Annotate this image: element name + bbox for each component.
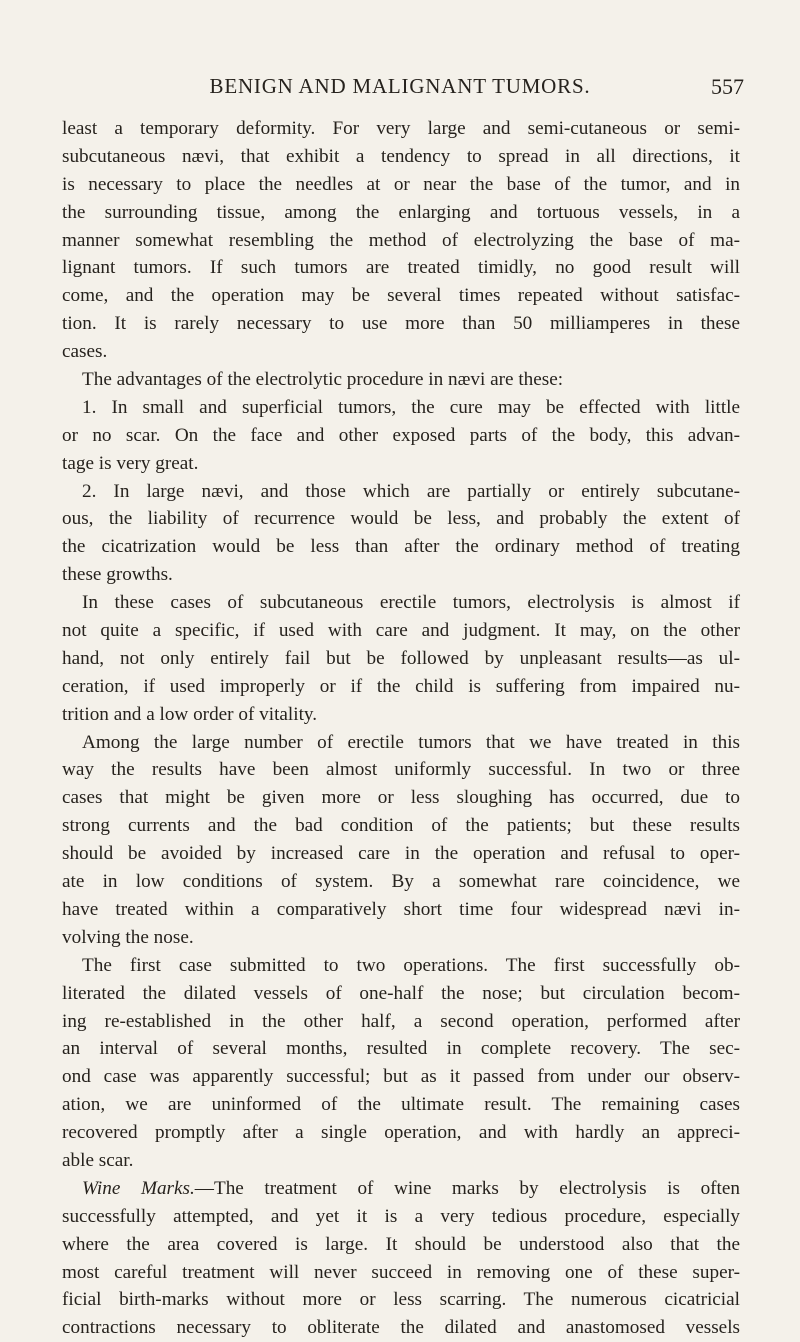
text-line <box>62 366 740 394</box>
line-text: recovered promptly after a single operation, and with hardly an appreci- <box>62 1122 740 1144</box>
text-line <box>62 143 740 171</box>
text-line <box>62 1119 740 1147</box>
line-text: The first case submitted to two operations. The first successfully ob- <box>82 954 740 976</box>
text-line <box>62 422 740 450</box>
line-text: ing re-established in the other half, a second operation, performed after <box>62 1010 740 1032</box>
text-line <box>62 254 740 282</box>
text-line <box>62 338 740 366</box>
text-line <box>62 673 740 701</box>
line-text: Among the large number of erectile tumors that we have treated in this <box>82 731 740 753</box>
text-line <box>62 1314 740 1342</box>
line-text: ceration, if used improperly or if the child is suffering from impaired nu- <box>62 675 740 697</box>
text-line <box>62 1259 740 1287</box>
text-line <box>62 868 740 896</box>
line-text: strong currents and the bad condition of the patients; but these results <box>62 815 740 837</box>
line-text: most careful treatment will never succeed in removing one of these super- <box>62 1261 740 1283</box>
line-text: hand, not only entirely fail but be followed by unpleasant results—as ul- <box>62 647 740 669</box>
line-text: subcutaneous nævi, that exhibit a tendency to spread in all directions, it <box>62 145 740 167</box>
line-text: In these cases of subcutaneous erectile tumors, electrolysis is almost if <box>82 592 740 614</box>
text-line <box>62 589 740 617</box>
line-text: lignant tumors. If such tumors are treated timidly, no good result will <box>62 257 740 279</box>
text-line <box>62 1203 740 1231</box>
line-text: least a temporary deformity. For very large and semi-cutaneous or semi- <box>62 118 740 139</box>
line-text: the cicatrization would be less than after the ordinary method of treating <box>62 536 740 558</box>
text-line <box>62 450 740 478</box>
line-text: trition and a low order of vitality. <box>62 703 318 725</box>
line-text: have treated within a comparatively short time four widespread nævi in- <box>62 898 740 920</box>
line-text: —The treatment of wine marks by electrolysis is often <box>194 1177 740 1199</box>
text-line <box>62 924 740 952</box>
text-line <box>62 227 740 255</box>
text-line <box>62 171 740 199</box>
text-line <box>62 394 740 422</box>
text-line <box>62 784 740 812</box>
line-text: manner somewhat resembling the method of electrolyzing the base of ma- <box>62 229 740 251</box>
line-text: able scar. <box>62 1149 134 1171</box>
line-text: these growths. <box>62 564 173 586</box>
body-text <box>62 115 740 1342</box>
text-line <box>62 310 740 338</box>
line-text: cases. <box>62 341 108 363</box>
line-text: an interval of several months, resulted in complete recovery. The sec- <box>62 1038 740 1060</box>
text-line <box>62 1231 740 1259</box>
text-line <box>62 1175 740 1203</box>
line-text: ficial birth-marks without more or less scarring. The numerous cicatricial <box>62 1289 740 1311</box>
line-text: ous, the liability of recurrence would be less, and probably the extent of <box>62 508 740 530</box>
text-line <box>62 729 740 757</box>
line-text: should be avoided by increased care in the operation and refusal to oper- <box>62 843 740 865</box>
line-text: volving the nose. <box>62 926 194 948</box>
line-text: contractions necessary to obliterate the dilated and anastomosed vessels <box>62 1317 740 1339</box>
text-line <box>62 533 740 561</box>
text-line <box>62 952 740 980</box>
line-text: where the area covered is large. It should be understood also that the <box>62 1233 740 1255</box>
text-line <box>62 282 740 310</box>
running-head <box>0 74 800 104</box>
line-text: is necessary to place the needles at or near the base of the tumor, and in <box>62 173 740 195</box>
text-line <box>62 980 740 1008</box>
line-text: 2. In large nævi, and those which are partially or entirely subcutane- <box>82 480 740 502</box>
text-line <box>62 199 740 227</box>
text-line <box>62 701 740 729</box>
line-text: literated the dilated vessels of one-half the nose; but circulation becom- <box>62 982 740 1004</box>
text-line <box>62 1286 740 1314</box>
line-text: cases that might be given more or less sloughing has occurred, due to <box>62 787 740 809</box>
section-heading: Wine Marks. <box>82 1177 195 1199</box>
line-text: tion. It is rarely necessary to use more than 50 milliamperes in these <box>62 313 740 335</box>
text-line <box>62 812 740 840</box>
text-line <box>62 1063 740 1091</box>
line-text: come, and the operation may be several times repeated without satisfac- <box>62 285 740 307</box>
line-text: successfully attempted, and yet it is a very tedious procedure, especially <box>62 1205 740 1227</box>
line-text: not quite a specific, if used with care and judgment. It may, on the other <box>62 620 740 642</box>
page-number: 557 <box>711 74 744 99</box>
line-text: ond case was apparently successful; but as it passed from under our observ- <box>62 1066 740 1088</box>
line-text: or no scar. On the face and other exposed parts of the body, this advan- <box>62 424 740 446</box>
text-line <box>62 1147 740 1175</box>
text-line <box>62 115 740 143</box>
line-text: The advantages of the electrolytic procedure in nævi are these: <box>82 369 564 391</box>
text-line <box>62 617 740 645</box>
text-line <box>62 840 740 868</box>
text-line <box>62 561 740 589</box>
text-line <box>62 505 740 533</box>
text-line <box>62 645 740 673</box>
line-text: 1. In small and superficial tumors, the cure may be effected with little <box>82 396 740 418</box>
line-text: the surrounding tissue, among the enlarging and tortuous vessels, in a <box>62 201 740 223</box>
text-line <box>62 1008 740 1036</box>
text-line <box>62 896 740 924</box>
line-text: ate in low conditions of system. By a somewhat rare coincidence, we <box>62 871 740 893</box>
text-line <box>62 1035 740 1063</box>
text-line <box>62 756 740 784</box>
line-text: ation, we are uninformed of the ultimate result. The remaining cases <box>62 1094 740 1116</box>
text-line <box>62 1091 740 1119</box>
text-line <box>62 478 740 506</box>
line-text: tage is very great. <box>62 452 199 474</box>
line-text: way the results have been almost uniformly successful. In two or three <box>62 759 740 781</box>
page-title: BENIGN AND MALIGNANT TUMORS. <box>209 74 591 98</box>
